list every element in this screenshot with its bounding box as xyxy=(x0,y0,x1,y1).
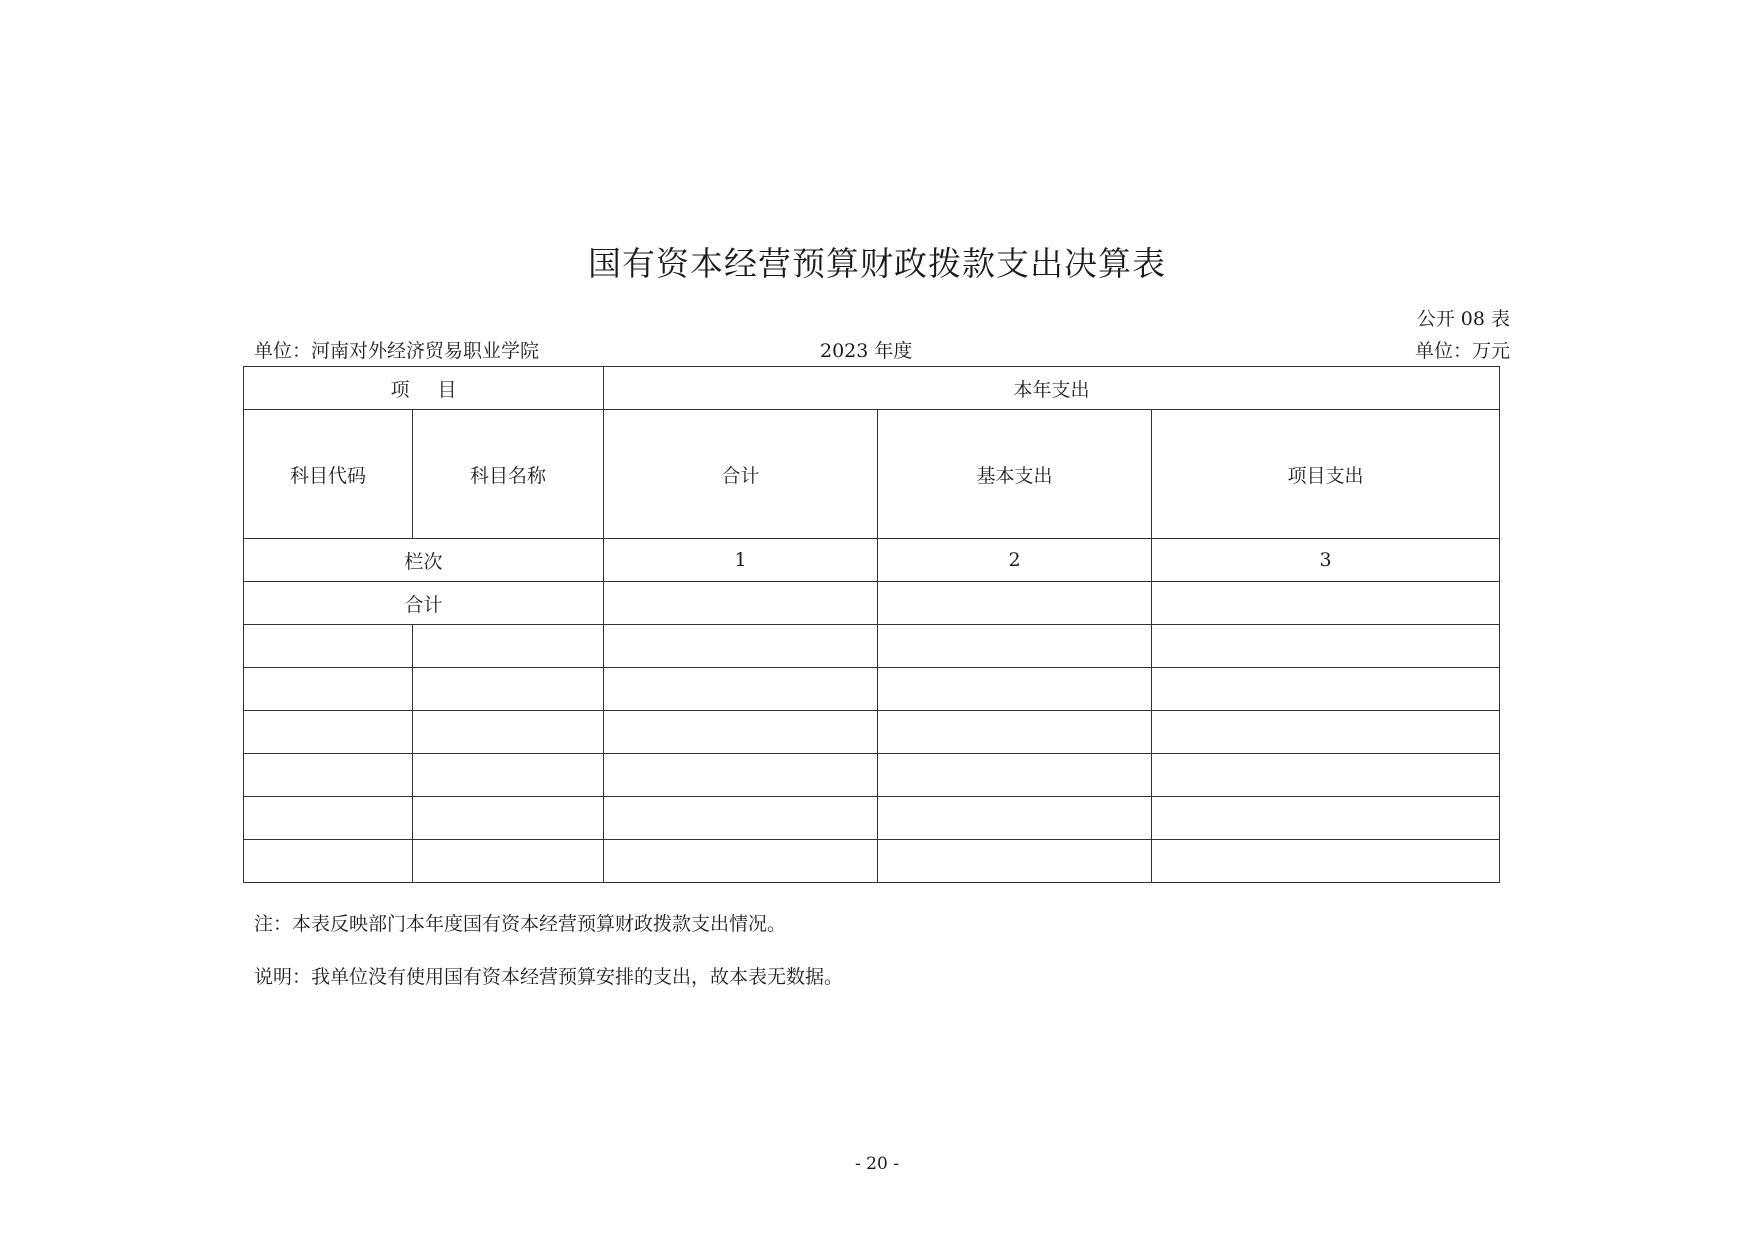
table-row xyxy=(244,711,1500,754)
table-row xyxy=(244,625,1500,668)
table-cell xyxy=(1152,711,1500,754)
table-cell xyxy=(413,625,604,668)
table-cell xyxy=(1152,840,1500,883)
table-cell xyxy=(878,797,1152,840)
total-cell xyxy=(604,582,878,625)
table-row xyxy=(244,797,1500,840)
table-cell xyxy=(604,840,878,883)
table-cell xyxy=(604,625,878,668)
table-row xyxy=(244,840,1500,883)
table-cell xyxy=(244,711,413,754)
column-number-1: 1 xyxy=(604,539,878,582)
table-cell xyxy=(604,754,878,797)
table-cell xyxy=(878,625,1152,668)
table-cell xyxy=(413,840,604,883)
table-cell xyxy=(878,711,1152,754)
total-cell xyxy=(878,582,1152,625)
table-cell xyxy=(1152,668,1500,711)
table-explanation: 说明：我单位没有使用国有资本经营预算安排的支出，故本表无数据。 xyxy=(254,966,844,988)
table-cell xyxy=(413,711,604,754)
column-number-row xyxy=(244,539,1500,582)
table-cell xyxy=(878,668,1152,711)
col-project-expense: 项目支出 xyxy=(1152,410,1500,539)
form-number: 公开 08 表 xyxy=(1416,308,1510,330)
total-row xyxy=(244,582,1500,625)
table-cell xyxy=(413,668,604,711)
total-row-label: 合计 xyxy=(244,582,604,625)
col-basic-expense: 基本支出 xyxy=(878,410,1152,539)
col-subject-code: 科目代码 xyxy=(244,410,413,539)
page-number: - 20 - xyxy=(855,1154,899,1174)
col-total: 合计 xyxy=(604,410,878,539)
unit-currency: 单位：万元 xyxy=(1414,340,1510,362)
table-cell xyxy=(878,840,1152,883)
table-cell xyxy=(244,625,413,668)
header-row xyxy=(244,367,1500,410)
table-row xyxy=(244,668,1500,711)
table-cell xyxy=(413,797,604,840)
table-cell xyxy=(244,840,413,883)
column-header-row xyxy=(244,410,1500,539)
table-cell xyxy=(1152,625,1500,668)
expenditure-table xyxy=(243,366,1500,883)
table-cell xyxy=(878,754,1152,797)
header-item: 项目 xyxy=(244,367,604,410)
table-cell xyxy=(604,711,878,754)
table-cell xyxy=(244,797,413,840)
table-cell xyxy=(413,754,604,797)
table-row xyxy=(244,754,1500,797)
fiscal-year: 2023 年度 xyxy=(820,340,913,362)
page-title: 国有资本经营预算财政拨款支出决算表 xyxy=(588,244,1166,283)
total-cell xyxy=(1152,582,1500,625)
table-cell xyxy=(604,668,878,711)
table-cell xyxy=(604,797,878,840)
unit-organization: 单位：河南对外经济贸易职业学院 xyxy=(254,340,540,362)
table-cell xyxy=(244,668,413,711)
table-cell xyxy=(244,754,413,797)
table-note: 注：本表反映部门本年度国有资本经营预算财政拨款支出情况。 xyxy=(254,913,787,935)
column-number-label: 栏次 xyxy=(244,539,604,582)
column-number-3: 3 xyxy=(1152,539,1500,582)
column-number-2: 2 xyxy=(878,539,1152,582)
col-subject-name: 科目名称 xyxy=(413,410,604,539)
table-cell xyxy=(1152,797,1500,840)
header-current-year-expense: 本年支出 xyxy=(604,367,1500,410)
table-cell xyxy=(1152,754,1500,797)
